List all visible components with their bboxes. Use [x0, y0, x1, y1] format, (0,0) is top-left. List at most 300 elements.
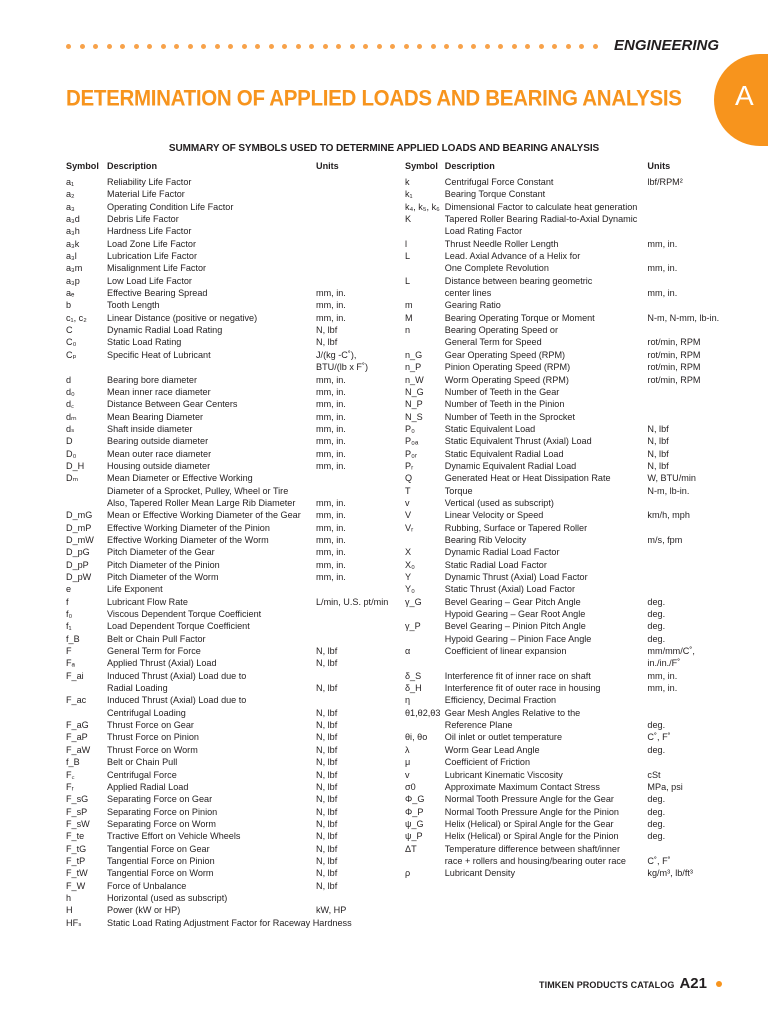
- cell-description: Coefficient of linear expansion: [444, 646, 567, 657]
- cell-symbol: [405, 287, 445, 299]
- cell-units: N, lbf: [316, 658, 338, 669]
- cell-units: deg.: [647, 794, 666, 805]
- table-row: [66, 793, 396, 805]
- cell-symbol: v: [405, 497, 410, 508]
- table-row: [66, 238, 396, 250]
- cell-symbol: P₀ₐ: [405, 436, 419, 447]
- table-row: [66, 201, 396, 213]
- cell-symbol: D_mW: [66, 534, 94, 545]
- cell-description: Number of Teeth in the Gear: [444, 386, 560, 397]
- cell-symbol: c₁, c₂: [66, 312, 87, 323]
- cell-symbol: Dₘ: [66, 473, 79, 484]
- cell-description: Centrifugal Force: [107, 769, 177, 780]
- cell-units: N, lbf: [316, 325, 338, 336]
- rule-dot: [404, 44, 409, 49]
- cell-description: Lubricant Density: [444, 868, 516, 879]
- cell-symbol: D_H: [66, 460, 85, 471]
- rule-dot: [242, 44, 247, 49]
- cell-symbol: H: [66, 905, 73, 916]
- cell-units: kW, HP: [316, 905, 347, 916]
- cell-description: Dynamic Thrust (Axial) Load Factor: [444, 572, 588, 582]
- cell-units: mm, in.: [316, 386, 346, 397]
- cell-units: [316, 608, 396, 620]
- cell-description: Load Rating Factor: [444, 226, 523, 237]
- cell-symbol: D₀: [66, 448, 77, 459]
- rule-dot: [363, 44, 368, 49]
- cell-symbol: ρ: [405, 868, 411, 879]
- cell-units: [316, 275, 396, 287]
- cell-description: Force of Unbalance: [107, 880, 187, 891]
- cell-symbol: C: [66, 325, 73, 336]
- cell-symbol: f₀: [66, 609, 73, 620]
- cell-units: N-m, N-mm, lb-in.: [647, 312, 720, 323]
- table-row: [405, 855, 725, 867]
- cell-units: [316, 201, 396, 213]
- cell-description: Hardness Life Factor: [107, 226, 192, 237]
- cell-description: Viscous Dependent Torque Coefficient: [107, 609, 262, 620]
- table-row: [405, 238, 725, 250]
- cell-units: [647, 571, 725, 583]
- table-row: [66, 917, 396, 929]
- table-row: [66, 398, 396, 410]
- cell-description: Thrust Force on Pinion: [107, 732, 199, 743]
- cell-description: Static Equivalent Load: [444, 423, 536, 434]
- cell-description: [107, 361, 316, 373]
- rule-dot: [471, 44, 476, 49]
- cell-description: Coefficient of Friction: [444, 757, 530, 768]
- cell-units: [647, 559, 725, 571]
- cell-description: Tangential Force on Worm: [107, 868, 214, 879]
- table-row: [66, 596, 396, 608]
- cell-units: mm, in.: [647, 670, 678, 681]
- table-row: [405, 250, 725, 262]
- rule-dot: [390, 44, 395, 49]
- cell-description: Tangential Force on Pinion: [107, 855, 215, 866]
- table-row: [66, 336, 396, 348]
- table-row: [66, 546, 396, 558]
- cell-description: Number of Teeth in the Sprocket: [444, 411, 575, 422]
- cell-description: Life Exponent: [107, 584, 163, 595]
- cell-symbol: C₀: [66, 337, 77, 348]
- cell-symbol: F_te: [66, 831, 85, 842]
- cell-description: Dynamic Radial Load Factor: [444, 547, 560, 558]
- cell-symbol: Y: [405, 572, 412, 582]
- cell-description: Reference Plane: [444, 720, 513, 731]
- cell-description: Tangential Force on Gear: [107, 843, 210, 854]
- cell-units: MPa, psi: [647, 781, 683, 792]
- cell-description: Rubbing, Surface or Tapered Roller: [444, 522, 588, 533]
- cell-description: Number of Teeth in the Pinion: [444, 399, 565, 410]
- table-row: [405, 670, 725, 682]
- cell-description: Distance Between Gear Centers: [107, 399, 238, 410]
- table-row: [405, 361, 725, 373]
- cell-units: [316, 225, 396, 237]
- cell-symbol: K: [405, 214, 412, 225]
- rule-dot: [566, 44, 571, 49]
- rule-dot: [269, 44, 274, 49]
- rule-dot: [228, 44, 233, 49]
- cell-symbol: F_W: [66, 880, 86, 891]
- symbols-table-right: [405, 160, 725, 880]
- table-row: [66, 448, 396, 460]
- cell-units: [316, 213, 396, 225]
- cell-units: mm, in.: [316, 534, 346, 545]
- table-row: [405, 731, 725, 743]
- cell-symbol: n_G: [405, 349, 423, 360]
- rule-dot: [93, 44, 98, 49]
- cell-description: Tractive Effort on Vehicle Wheels: [107, 831, 241, 842]
- cell-symbol: N_G: [405, 386, 424, 397]
- table-row: [66, 694, 396, 706]
- cell-symbol: ψ_G: [405, 818, 424, 829]
- table-row: [405, 608, 725, 620]
- table-row: [405, 546, 725, 558]
- cell-units: deg.: [647, 596, 666, 607]
- table-row: [405, 188, 725, 200]
- cell-symbol: a₃l: [66, 251, 77, 262]
- table-row: [405, 806, 725, 818]
- table-row: [405, 336, 725, 348]
- cell-symbol: a₂: [66, 189, 75, 200]
- table-row: [66, 411, 396, 423]
- cell-symbol: n_P: [405, 362, 422, 373]
- cell-units: N, lbf: [647, 436, 669, 447]
- table-row: [66, 583, 396, 595]
- cell-description: Dimensional Factor to calculate heat generation: [444, 201, 638, 212]
- cell-units: [647, 411, 725, 423]
- table-row: [66, 620, 396, 632]
- table-row: [405, 423, 725, 435]
- cell-units: N, lbf: [316, 757, 338, 768]
- cell-description: Also, Tapered Roller Mean Large Rib Diameter: [107, 497, 296, 508]
- cell-symbol: δ_S: [405, 670, 422, 681]
- cell-description: Vertical (used as subscript): [444, 497, 554, 508]
- cell-units: N, lbf: [647, 448, 669, 459]
- table-row: [405, 707, 725, 719]
- table-row: [66, 497, 396, 509]
- page-title: DETERMINATION OF APPLIED LOADS AND BEARING ANALYSIS: [66, 86, 682, 111]
- cell-description: Thrust Needle Roller Length: [444, 238, 559, 249]
- cell-description: Load Zone Life Factor: [107, 238, 196, 249]
- cell-description: [445, 657, 648, 669]
- cell-units: [647, 324, 725, 336]
- table-row: [405, 213, 725, 225]
- cell-units: mm, in.: [316, 497, 346, 508]
- table-row: [66, 731, 396, 743]
- cell-description: Dynamic Radial Load Rating: [107, 325, 223, 336]
- table-row: [66, 645, 396, 657]
- cell-symbol: a₁: [66, 177, 75, 187]
- footer-bullet: [716, 981, 722, 987]
- table-row: [66, 892, 396, 904]
- cell-description: Lead. Axial Advance of a Helix for: [444, 251, 581, 262]
- cell-units: [647, 225, 725, 237]
- cell-symbol: d₀: [66, 386, 75, 397]
- cell-symbol: F꜀: [66, 769, 75, 780]
- cell-units: deg.: [647, 621, 666, 632]
- table-row: [66, 719, 396, 731]
- cell-symbol: k: [405, 177, 410, 187]
- cell-symbol: m: [405, 300, 413, 311]
- cell-units: [316, 670, 396, 682]
- cell-description: Housing outside diameter: [107, 460, 211, 471]
- table-row: [66, 818, 396, 830]
- rule-dot: [296, 44, 301, 49]
- cell-description: Gear Mesh Angles Relative to the: [444, 707, 581, 718]
- table-row: [405, 682, 725, 694]
- cell-units: mm, in.: [316, 547, 346, 558]
- cell-symbol: f₁: [66, 621, 72, 632]
- cell-units: [647, 398, 725, 410]
- rule-dot: [80, 44, 85, 49]
- table-row: [405, 620, 725, 632]
- cell-units: rot/min, RPM: [647, 374, 701, 385]
- cell-description: Centrifugal Force Constant: [444, 177, 554, 187]
- cell-description: Specific Heat of Lubricant: [107, 349, 211, 360]
- cell-symbol: D: [66, 436, 73, 447]
- rule-dot: [147, 44, 152, 49]
- cell-symbol: dₛ: [66, 423, 75, 434]
- table-row: [66, 534, 396, 546]
- cell-description: Diameter of a Sprocket, Pulley, Wheel or Tire: [107, 485, 289, 496]
- cell-description: Linear Velocity or Speed: [444, 510, 544, 521]
- cell-symbol: [405, 855, 445, 867]
- cell-units: N, lbf: [316, 707, 338, 718]
- table-row: [405, 781, 725, 793]
- table-row: [66, 287, 396, 299]
- cell-symbol: Pᵣ: [405, 460, 414, 471]
- cell-units: deg.: [647, 831, 666, 842]
- chapter-tab-letter: A: [735, 80, 754, 111]
- cell-units: m/s, fpm: [647, 534, 683, 545]
- cell-symbol: F_sG: [66, 794, 89, 805]
- cell-symbol: b: [66, 300, 72, 311]
- cell-units: [316, 633, 396, 645]
- table-row: [66, 855, 396, 867]
- cell-description: Tooth Length: [107, 300, 160, 311]
- table-row: [66, 176, 396, 188]
- table-row: [66, 361, 396, 373]
- table-row: [405, 448, 725, 460]
- cell-units: deg.: [647, 633, 666, 644]
- cell-description: Bevel Gearing – Pinion Pitch Angle: [444, 621, 586, 632]
- cell-symbol: θi, θo: [405, 732, 428, 743]
- cell-symbol: F_ac: [66, 695, 87, 706]
- cell-symbol: γ_P: [405, 621, 421, 632]
- table-row: [66, 423, 396, 435]
- table-row: [405, 386, 725, 398]
- cell-units: mm, in.: [316, 559, 346, 570]
- cell-description: Static Thrust (Axial) Load Factor: [444, 584, 575, 595]
- rule-dot: [377, 44, 382, 49]
- table-row: [66, 435, 396, 447]
- cell-symbol: [66, 361, 107, 373]
- cell-description: Bearing bore diameter: [107, 374, 197, 385]
- cell-symbol: a₃: [66, 201, 75, 212]
- table-row: [405, 262, 725, 274]
- cell-units: mm, in.: [316, 510, 346, 521]
- cell-units: [647, 583, 725, 595]
- cell-description: Material Life Factor: [107, 189, 185, 200]
- cell-units: N, lbf: [316, 769, 338, 780]
- table-row: [405, 756, 725, 768]
- cell-symbol: v: [405, 769, 410, 780]
- cell-symbol: D_mP: [66, 522, 92, 533]
- cell-description: Mean or Effective Working Diameter of the Gear: [107, 510, 301, 521]
- rule-dot: [498, 44, 503, 49]
- cell-units: N, lbf: [316, 337, 338, 348]
- cell-description: Applied Thrust (Axial) Load: [107, 658, 217, 669]
- cell-symbol: F_sW: [66, 818, 90, 829]
- cell-symbol: a₃d: [66, 214, 80, 225]
- cell-units: [316, 620, 396, 632]
- cell-units: L/min, U.S. pt/min: [316, 596, 389, 607]
- cell-description: Worm Gear Lead Angle: [444, 744, 540, 755]
- table-row: [405, 201, 725, 213]
- rule-dot: [282, 44, 287, 49]
- symbols-table-left: [66, 160, 396, 929]
- rule-dot: [201, 44, 206, 49]
- cell-units: [647, 694, 725, 706]
- rule-dot: [539, 44, 544, 49]
- rule-dot: [593, 44, 598, 49]
- table-row: [405, 287, 725, 299]
- cell-symbol: F_sP: [66, 806, 88, 817]
- cell-symbol: η: [405, 695, 411, 706]
- cell-symbol: aₑ: [66, 288, 75, 299]
- table-row: [66, 806, 396, 818]
- cell-description: Thrust Force on Worm: [107, 744, 198, 755]
- cell-units: mm, in.: [647, 238, 678, 249]
- cell-symbol: a₃h: [66, 226, 80, 237]
- cell-description: Helix (Helical) or Spiral Angle for the Pinion: [444, 831, 619, 842]
- cell-symbol: n_W: [405, 374, 424, 385]
- cell-symbol: X₀: [405, 559, 415, 570]
- cell-units: km/h, mph: [647, 510, 690, 521]
- cell-symbol: [405, 336, 445, 348]
- table-row: [66, 509, 396, 521]
- cell-symbol: P₀ᵣ: [405, 448, 418, 459]
- cell-units: N, lbf: [316, 794, 338, 805]
- table-row: [405, 349, 725, 361]
- table-row: [66, 225, 396, 237]
- cell-units: mm, in.: [316, 374, 346, 385]
- cell-units: deg.: [647, 720, 666, 731]
- cell-units: N, lbf: [647, 423, 669, 434]
- cell-symbol: σ0: [405, 781, 416, 792]
- header-units: Units: [316, 161, 339, 171]
- table-row: [66, 756, 396, 768]
- cell-units: [316, 485, 396, 497]
- cell-symbol: Vᵣ: [405, 522, 414, 533]
- header-symbol: Symbol: [66, 161, 99, 171]
- cell-description: Approximate Maximum Contact Stress: [444, 781, 600, 792]
- cell-units: mm, in.: [647, 683, 678, 694]
- header-description: Description: [444, 161, 495, 171]
- rule-dot: [134, 44, 139, 49]
- table-row: [66, 608, 396, 620]
- table-row: [66, 707, 396, 719]
- cell-description: Belt or Chain Pull Factor: [107, 633, 206, 644]
- cell-units: N, lbf: [316, 831, 338, 842]
- cell-symbol: μ: [405, 757, 411, 768]
- cell-symbol: L: [405, 251, 411, 262]
- table-row: [66, 324, 396, 336]
- cell-description: Bearing outside diameter: [107, 436, 209, 447]
- cell-description: Static Load Rating: [107, 337, 182, 348]
- cell-description: Bearing Rib Velocity: [444, 534, 527, 545]
- table-row: [405, 571, 725, 583]
- cell-description: center lines: [444, 288, 492, 299]
- cell-units: in./in./F˚: [647, 658, 681, 669]
- cell-units: N, lbf: [316, 720, 338, 731]
- cell-units: mm, in.: [316, 399, 346, 410]
- table-row: [405, 275, 725, 287]
- cell-units: deg.: [647, 818, 666, 829]
- cell-description: Tapered Roller Bearing Radial-to-Axial Dynamic: [444, 214, 638, 225]
- table-row: [405, 299, 725, 311]
- cell-description: Temperature difference between shaft/inner: [444, 843, 620, 854]
- cell-description: Reliability Life Factor: [107, 177, 192, 187]
- table-row: [66, 657, 396, 669]
- table-subtitle: SUMMARY OF SYMBOLS USED TO DETERMINE APPLIED LOADS AND BEARING ANALYSIS: [168, 143, 600, 154]
- table-row: [66, 188, 396, 200]
- cell-units: [647, 213, 725, 225]
- cell-description: Static Equivalent Thrust (Axial) Load: [444, 436, 592, 447]
- cell-symbol: [405, 657, 445, 669]
- cell-units: mm, in.: [316, 522, 346, 533]
- table-row: [66, 830, 396, 842]
- cell-units: N, lbf: [316, 818, 338, 829]
- table-row: [66, 213, 396, 225]
- cell-symbol: [405, 262, 445, 274]
- cell-symbol: a₃p: [66, 275, 80, 286]
- cell-symbol: γ_G: [405, 596, 422, 607]
- cell-symbol: M: [405, 312, 413, 323]
- cell-units: [316, 694, 396, 706]
- cell-symbol: Fₐ: [66, 658, 75, 669]
- cell-units: C˚, F˚: [647, 732, 671, 743]
- rule-dot: [350, 44, 355, 49]
- cell-units: [316, 238, 396, 250]
- cell-symbol: D_mG: [66, 510, 93, 521]
- table-row: [66, 460, 396, 472]
- cell-units: deg.: [647, 744, 666, 755]
- cell-symbol: HFₛ: [66, 917, 82, 928]
- cell-units: N-m, lb-in.: [647, 485, 690, 496]
- cell-units: N, lbf: [316, 868, 338, 879]
- cell-description: Gear Operating Speed (RPM): [444, 349, 566, 360]
- cell-units: [647, 756, 725, 768]
- table-row: [405, 460, 725, 472]
- cell-units: mm, in.: [316, 448, 346, 459]
- cell-symbol: F_aG: [66, 720, 89, 731]
- table-row: [405, 694, 725, 706]
- cell-description: race + rollers and housing/bearing outer race: [444, 855, 626, 866]
- table-row: [66, 781, 396, 793]
- table-row: [405, 435, 725, 447]
- cell-units: [647, 546, 725, 558]
- cell-description: General Term for Force: [107, 646, 201, 657]
- cell-units: N, lbf: [647, 460, 669, 471]
- cell-units: [647, 275, 725, 287]
- cell-description: Misalignment Life Factor: [107, 263, 207, 274]
- cell-symbol: D_pP: [66, 559, 89, 570]
- table-row: [405, 867, 725, 879]
- cell-symbol: [66, 497, 107, 509]
- cell-symbol: D_pW: [66, 572, 92, 582]
- table-row: [405, 657, 725, 669]
